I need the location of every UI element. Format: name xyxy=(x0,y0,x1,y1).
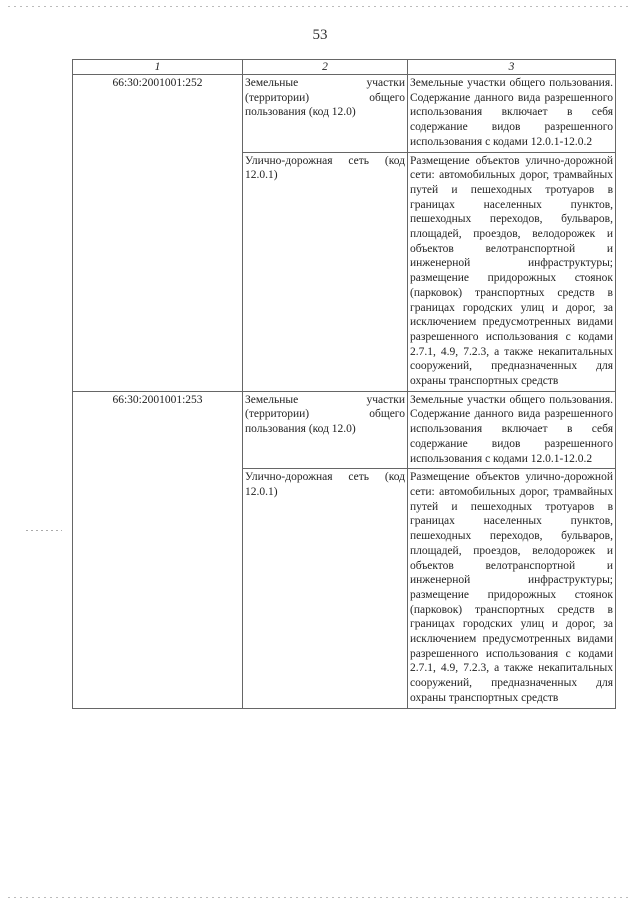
table-row xyxy=(73,391,616,469)
cadastral-number: 66:30:2001001:252 xyxy=(73,75,243,392)
use-type: Земельные участки (территории) общего пользования (код 12.0) xyxy=(243,391,408,469)
column-header: 1 xyxy=(73,60,243,75)
column-header: 2 xyxy=(243,60,408,75)
use-type: Земельные участки (территории) общего пользования (код 12.0) xyxy=(243,75,408,153)
column-header: 3 xyxy=(408,60,616,75)
land-use-table xyxy=(72,59,616,709)
use-description: Земельные участки общего пользования. Содержание данного вида разрешенного использования включает в себя содержание видов разрешенного использования с кодами 12.0.1-12.0.2 xyxy=(408,391,616,469)
use-description: Размещение объектов улично-дорожной сети: автомобильных дорог, трамвайных путей и пешеходных тротуаров в границах населенных пунктов, пешеходных переходов, бульваров, площадей, проездов, велодорожек и объектов велотранспортной и инженерной инфраструктуры; размещение придорожных стоянок (парковок) транспортных средств в границах городских улиц и дорог, за исключением предусмотренных видами разрешенного использования с кодами 2.7.1, 4.9, 7.2.3, а также некапитальных сооружений, предназначенных для охраны транспортных средств xyxy=(408,152,616,391)
use-description: Земельные участки общего пользования. Содержание данного вида разрешенного использования включает в себя содержание видов разрешенного использования с кодами 12.0.1-12.0.2 xyxy=(408,75,616,153)
use-type: Улично-дорожная сеть (код 12.0.1) xyxy=(243,152,408,391)
use-description: Размещение объектов улично-дорожной сети: автомобильных дорог, трамвайных путей и пешеходных тротуаров в границах населенных пунктов, пешеходных переходов, бульваров, площадей, проездов, велодорожек и объектов велотранспортной и инженерной инфраструктуры; размещение придорожных стоянок (парковок) транспортных средств в границах городских улиц и дорог, за исключением предусмотренных видами разрешенного использования с кодами 2.7.1, 4.9, 7.2.3, а также некапитальных сооружений, предназначенных для охраны транспортных средств xyxy=(408,469,616,708)
table-row xyxy=(73,75,616,153)
scan-artifact-top xyxy=(8,6,632,7)
use-type: Улично-дорожная сеть (код 12.0.1) xyxy=(243,469,408,708)
scan-artifact-bottom xyxy=(8,897,632,898)
cadastral-number: 66:30:2001001:253 xyxy=(73,391,243,708)
scan-artifact-margin xyxy=(26,530,62,531)
table-header-row xyxy=(73,60,616,75)
page-number: 53 xyxy=(312,27,328,43)
